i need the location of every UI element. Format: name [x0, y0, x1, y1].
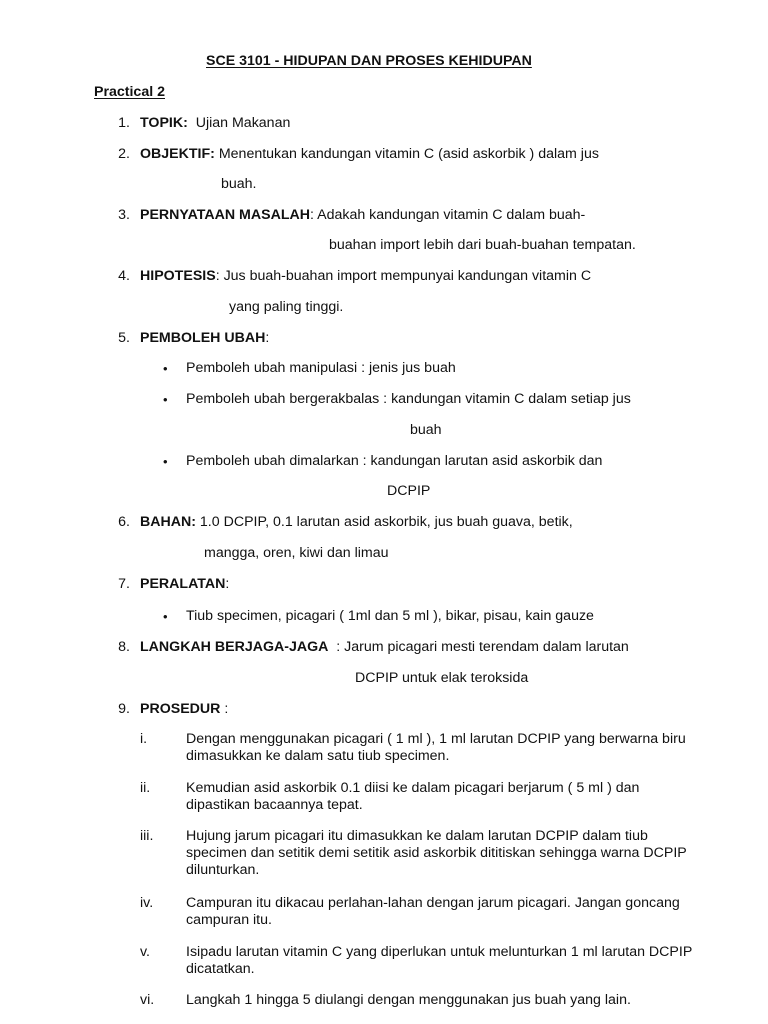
- item-number: 8.: [118, 639, 130, 655]
- item-label: HIPOTESIS: [140, 268, 216, 284]
- item-number: 6.: [118, 514, 130, 530]
- item-line: [140, 576, 229, 592]
- bullet-icon: •: [163, 609, 168, 624]
- item-label: BAHAN:: [140, 514, 196, 530]
- item-continuation: buah.: [221, 176, 257, 192]
- item-number: 4.: [118, 268, 130, 284]
- item-number: 1.: [118, 115, 130, 131]
- step-text: Hujung jarum picagari itu dimasukkan ke dalam larutan DCPIP dalam tiub specimen dan setitik demi setitik asid askorbik dititiskan sehingga warna DCPIP dilunturkan.: [186, 828, 687, 878]
- item-number: 7.: [118, 576, 130, 592]
- bullet-text: Pemboleh ubah dimalarkan : kandungan larutan asid askorbik dan: [186, 453, 603, 469]
- item-text: : Jarum picagari mesti terendam dalam larutan: [328, 639, 629, 655]
- item-line: [140, 639, 629, 655]
- item-number: 3.: [118, 207, 130, 223]
- bullet-icon: •: [163, 454, 168, 469]
- step-text: Isipadu larutan vitamin C yang diperlukan untuk melunturkan 1 ml larutan DCPIP dicatatkan.: [186, 944, 693, 977]
- step-number: ii.: [140, 780, 151, 796]
- item-number: 9.: [118, 701, 130, 717]
- item-line: [140, 115, 290, 131]
- bullet-continuation: DCPIP: [387, 483, 431, 499]
- step-text: Kemudian asid askorbik 0.1 diisi ke dalam picagari berjarum ( 5 ml ) dan dipastikan bacaannya tepat.: [186, 780, 640, 813]
- bullet-continuation: buah: [410, 422, 442, 438]
- item-number: 2.: [118, 146, 130, 162]
- item-label: OBJEKTIF:: [140, 146, 215, 162]
- item-number: 5.: [118, 330, 130, 346]
- item-text: :: [225, 576, 230, 592]
- item-label: PROSEDUR: [140, 701, 221, 717]
- step-text: Langkah 1 hingga 5 diulangi dengan menggunakan jus buah yang lain.: [186, 992, 631, 1008]
- item-continuation: buahan import lebih dari buah-buahan tempatan.: [329, 237, 636, 253]
- item-line: [140, 207, 585, 223]
- step-number: vi.: [140, 992, 155, 1008]
- bullet-text: Pemboleh ubah manipulasi : jenis jus buah: [186, 360, 456, 376]
- bullet-icon: •: [163, 361, 168, 376]
- item-text: Menentukan kandungan vitamin C (asid askorbik ) dalam jus: [218, 146, 599, 162]
- item-line: [140, 701, 228, 717]
- item-text: 1.0 DCPIP, 0.1 larutan asid askorbik, jus buah guava, betik,: [199, 514, 573, 530]
- document-title: SCE 3101 - HIDUPAN DAN PROSES KEHIDUPAN: [206, 53, 532, 69]
- step-number: iv.: [140, 895, 154, 911]
- item-label: TOPIK:: [140, 115, 188, 131]
- item-continuation: mangga, oren, kiwi dan limau: [204, 545, 389, 561]
- item-label: LANGKAH BERJAGA-JAGA: [140, 639, 329, 655]
- item-text: : Jus buah-buahan import mempunyai kandungan vitamin C: [215, 268, 592, 284]
- item-text: :: [265, 330, 270, 346]
- bullet-text: Tiub specimen, picagari ( 1ml dan 5 ml ), bikar, pisau, kain gauze: [186, 608, 594, 624]
- item-line: [140, 268, 591, 284]
- step-text: Dengan menggunakan picagari ( 1 ml ), 1 ml larutan DCPIP yang berwarna biru dimasukkan ke dalam satu tiub specimen.: [186, 731, 686, 764]
- item-label: PEMBOLEH UBAH: [140, 330, 266, 346]
- item-line: [140, 146, 599, 162]
- step-text: Campuran itu dikacau perlahan-lahan dengan jarum picagari. Jangan goncang campuran itu.: [186, 895, 680, 928]
- item-text: : Adakah kandungan vitamin C dalam buah-: [310, 207, 586, 223]
- bullet-text: Pemboleh ubah bergerakbalas : kandungan vitamin C dalam setiap jus: [186, 391, 631, 407]
- item-continuation: DCPIP untuk elak teroksida: [355, 670, 529, 686]
- item-line: [140, 514, 573, 530]
- bullet-icon: •: [163, 392, 168, 407]
- item-label: PERALATAN: [140, 576, 226, 592]
- step-number: iii.: [140, 828, 154, 844]
- item-text: Ujian Makanan: [195, 115, 291, 131]
- item-line: [140, 330, 269, 346]
- item-label: PERNYATAAN MASALAH: [140, 207, 310, 223]
- practical-heading: Practical 2: [94, 84, 165, 100]
- item-continuation: yang paling tinggi.: [229, 299, 344, 315]
- step-number: i.: [140, 731, 148, 747]
- item-text: :: [220, 701, 229, 717]
- step-number: v.: [140, 944, 150, 960]
